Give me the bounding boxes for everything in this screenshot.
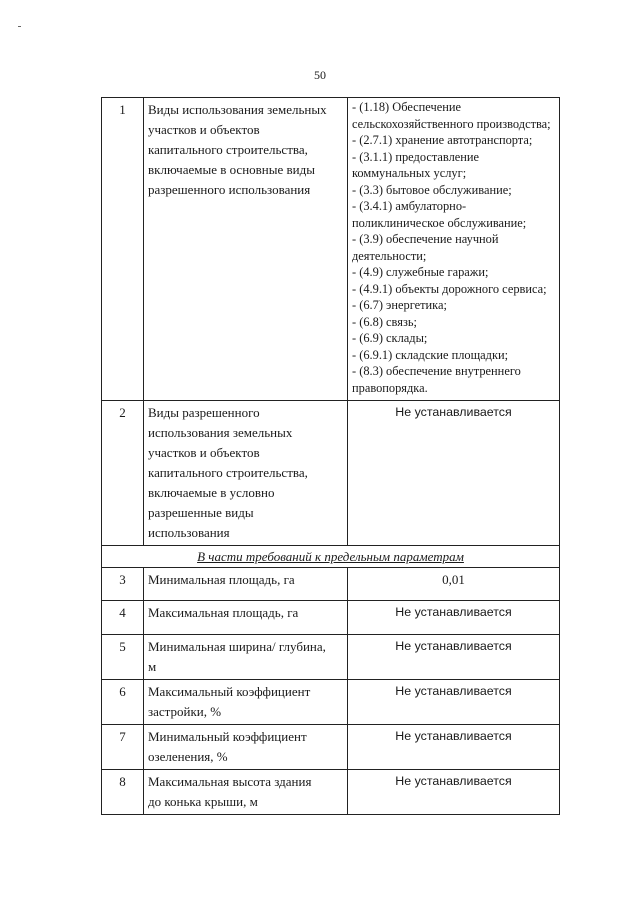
name-line: застройки, % (148, 704, 222, 719)
row-number: 6 (102, 680, 144, 725)
name-line: использования земельных (148, 425, 293, 440)
row-value: Не устанавливается (348, 725, 560, 770)
list-item: коммунальных услуг; (352, 166, 467, 180)
name-line: включаемые в основные виды (148, 162, 315, 177)
list-item: - (6.8) связь; (352, 314, 417, 329)
row-name (144, 601, 348, 635)
list-item: - (6.9.1) складские площадки; (352, 347, 509, 362)
list-item: - (6.7) энергетика; (352, 298, 447, 312)
list-item: - (2.7.1) хранение автотранспорта; (352, 133, 533, 147)
list-item: - (6.9) склады; (352, 331, 428, 345)
list-item: - (4.9.1) объекты дорожного сервиса; (352, 281, 547, 296)
name-line: Максимальный коэффициент (148, 684, 311, 699)
name-line: Виды использования земельных (148, 102, 327, 117)
name-line: Минимальная площадь, га (148, 572, 295, 587)
list-item: сельскохозяйственного производства; (352, 116, 551, 131)
row-value: Не устанавливается (348, 635, 560, 680)
permitted-uses-list (348, 98, 560, 401)
list-item: - (3.1.1) предоставление (352, 149, 480, 164)
row-number: 4 (102, 601, 144, 635)
row-number: 2 (102, 401, 144, 546)
list-item: поликлиническое обслуживание; (352, 215, 527, 230)
table-row (102, 680, 560, 725)
row-value: Не устанавливается (348, 680, 560, 725)
list-item: - (4.9) служебные гаражи; (352, 265, 489, 279)
section-row (102, 546, 560, 568)
row-number: 1 (102, 98, 144, 401)
row-name (144, 98, 348, 401)
name-line: участков и объектов (148, 445, 260, 460)
table-row (102, 770, 560, 815)
list-item: - (8.3) обеспечение внутреннего (352, 364, 521, 378)
name-line: использования (148, 525, 230, 540)
table-row (102, 635, 560, 680)
name-line: капитального строительства, (148, 142, 308, 157)
name-line: до конька крыши, м (148, 794, 258, 809)
scan-mark (18, 26, 21, 27)
row-value: Не устанавливается (348, 770, 560, 815)
name-line: включаемые в условно (148, 485, 275, 500)
row-value: 0,01 (348, 568, 560, 601)
row-name (144, 401, 348, 546)
row-name (144, 770, 348, 815)
table-row (102, 568, 560, 601)
section-title: В части требований к предельным параметрам (102, 546, 560, 568)
name-line: Виды разрешенного (148, 405, 260, 420)
regulations-table (101, 97, 560, 815)
row-number: 3 (102, 568, 144, 601)
list-item: - (3.9) обеспечение научной (352, 232, 499, 246)
page-number: 50 (314, 68, 326, 82)
name-line: Максимальная площадь, га (148, 605, 299, 620)
row-value: Не устанавливается (348, 601, 560, 635)
row-number: 8 (102, 770, 144, 815)
row-name (144, 635, 348, 680)
row-name (144, 568, 348, 601)
name-line: разрешенного использования (148, 182, 311, 197)
name-line: разрешенные виды (148, 505, 254, 520)
name-line: Максимальная высота здания (148, 774, 312, 789)
name-line: участков и объектов (148, 122, 260, 137)
table-row (102, 401, 560, 546)
name-line: капитального строительства, (148, 465, 308, 480)
list-item: - (3.4.1) амбулаторно- (352, 199, 467, 213)
table-row (102, 601, 560, 635)
table-row (102, 98, 560, 401)
row-value: Не устанавливается (348, 401, 560, 546)
row-number: 7 (102, 725, 144, 770)
row-name (144, 680, 348, 725)
row-name (144, 725, 348, 770)
name-line: Минимальная ширина/ глубина, (148, 639, 326, 654)
table-row (102, 725, 560, 770)
list-item: деятельности; (352, 248, 427, 263)
name-line: Минимальный коэффициент (148, 729, 307, 744)
name-line: озеленения, % (148, 749, 228, 764)
list-item: - (3.3) бытовое обслуживание; (352, 182, 512, 197)
list-item: правопорядка. (352, 380, 428, 395)
list-item: - (1.18) Обеспечение (352, 100, 461, 114)
row-number: 5 (102, 635, 144, 680)
name-line: м (148, 659, 157, 674)
